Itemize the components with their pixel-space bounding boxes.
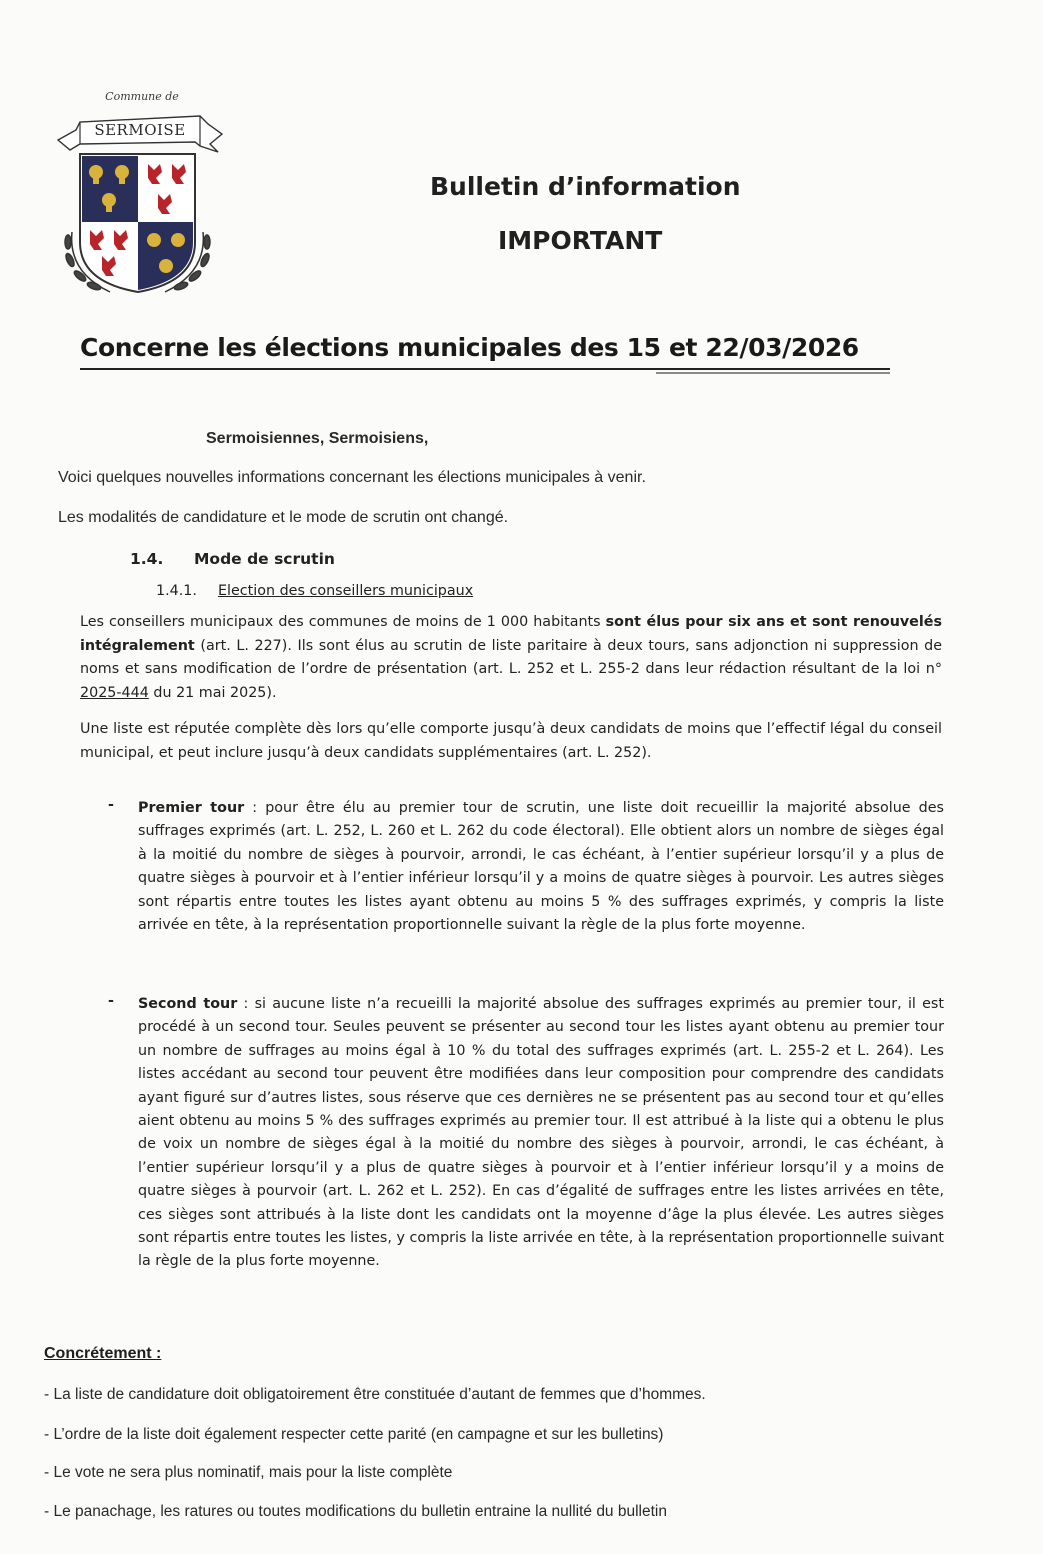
subsection-title: Election des conseillers municipaux bbox=[218, 583, 474, 599]
bullet-label: Second tour bbox=[138, 996, 238, 1012]
concerne-heading: Concerne les élections municipales des 15 et 22/03/2026 bbox=[80, 333, 859, 362]
paragraph-liste-complete: Une liste est réputée complète dès lors qu’elle comporte jusqu’à deux candidats de moins que l’effectif légal du conseil municipal, et peut inclure jusqu’à deux candidats supplémentaires (art. L. 252). bbox=[80, 721, 942, 761]
section-heading-1-4 bbox=[130, 550, 335, 568]
para1-text-d: du 21 mai 2025). bbox=[148, 684, 277, 701]
para1-bold-text: sont élus pour six ans et sont renouvelés intégralement bbox=[80, 614, 942, 654]
concretement-item: - La liste de candidature doit obligatoirement être constituée d’autant de femmes que d’hommes. bbox=[44, 1386, 706, 1403]
intro-line-1: Voici quelques nouvelles informations concernant les élections municipales à venir. bbox=[58, 469, 646, 486]
intro-line-2: Les modalités de candidature et le mode de scrutin ont changé. bbox=[58, 509, 509, 526]
section-title: Mode de scrutin bbox=[194, 550, 335, 568]
greeting: Sermoisiennes, Sermoisiens, bbox=[206, 430, 429, 447]
concretement-item: - Le vote ne sera plus nominatif, mais pour la liste complète bbox=[44, 1464, 453, 1481]
important-subtitle: IMPORTANT bbox=[498, 226, 663, 255]
bullet-text: : pour être élu au premier tour de scrutin, une liste doit recueillir la majorité absolue des suffrages exprimés (art. L. 252, L. 260 et L. 262 du code électoral). Elle obtient alors un nombre de sièges égal à la moitié du nombre de sièges à pourvoir, arrondi, le cas échéant, à l’entier supérieur lorsqu’il y a plus de quatre sièges à pourvoir et à l’entier inférieur lorsqu’il y a moins de quatre sièges à pourvoir. Les autres sièges sont répartis entre toutes les listes ayant obtenu au moins 5 % des suffrages exprimés, y compris la liste arrivée en tête, à la représentation proportionnelle suivant la règle de la plus forte moyenne. bbox=[138, 800, 944, 934]
section-number: 1.4. bbox=[130, 550, 164, 568]
bullet-dash: - bbox=[108, 797, 114, 813]
para1-text-c: (art. L. 227). Ils sont élus au scrutin de liste paritaire à deux tours, sans adjonction ni suppression de noms et sans modification de l’ordre de présentation (art. L. 252 et L. 255-2 dans leur rédaction résultant de la loi n° bbox=[80, 637, 942, 677]
paragraph-conseillers bbox=[80, 611, 942, 705]
bullet-body bbox=[138, 797, 944, 937]
logo-commune-de-text: Commune de bbox=[105, 90, 179, 103]
concretement-item: - L’ordre de la liste doit également respecter cette parité (en campagne et sur les bulletins) bbox=[44, 1426, 664, 1443]
subsection-heading-1-4-1 bbox=[156, 583, 473, 599]
concretement-heading: Concrétement : bbox=[44, 1345, 162, 1362]
heading-underline-secondary bbox=[656, 372, 890, 374]
concretement-item: - Le panachage, les ratures ou toutes modifications du bulletin entraine la nullité du bulletin bbox=[44, 1503, 667, 1520]
bullet-body bbox=[138, 993, 944, 1274]
para1-text-a: Les conseillers municipaux des communes de moins de 1 000 habitants bbox=[80, 614, 606, 630]
logo-name-text: SERMOISE bbox=[94, 121, 186, 139]
bullet-dash: - bbox=[108, 993, 114, 1009]
heading-underline bbox=[80, 368, 890, 370]
law-number: 2025-444 bbox=[80, 684, 149, 701]
bulletin-title: Bulletin d’information bbox=[430, 172, 741, 201]
commune-coat-of-arms-logo bbox=[50, 82, 225, 297]
bullet-text: : si aucune liste n’a recueilli la majorité absolue des suffrages exprimés au premier tour, il est procédé à un second tour. Seules peuvent se présenter au second tour les listes ayant obtenu au premier tour un nombre de suffrages au moins égal à 10 % du total des suffrages exprimés (art. L. 255-2 et L. 264). Les listes accédant au second tour peuvent être modifiées dans leur composition pour comprendre des candidats ayant figuré sur d’autres listes, sous réserve que ces dernières ne se présentent pas au second tour et qu’elles aient obtenu au moins 5 % des suffrages exprimés au premier tour. Il est attribué à la liste qui a obtenu le plus de voix un nombre de sièges égal à la moitié du nombre des sièges à pourvoir, arrondi, le cas échéant, à l’entier supérieur lorsqu’il y a plus de quatre sièges à pourvoir et à l’entier inférieur lorsqu’il y a moins de quatre sièges à pourvoir (art. L. 262 et L. 252). En cas d’égalité de suffrages entre les listes arrivées en tête, ces sièges sont attribués à la liste dont les candidats ont la moyenne d’âge la plus élevée. Les autres sièges sont répartis entre toutes les listes, y compris la liste arrivée en tête, à la représentation proportionnelle suivant la règle de la plus forte moyenne. bbox=[138, 996, 944, 1270]
subsection-number: 1.4.1. bbox=[156, 583, 197, 599]
bullet-label: Premier tour bbox=[138, 800, 245, 816]
